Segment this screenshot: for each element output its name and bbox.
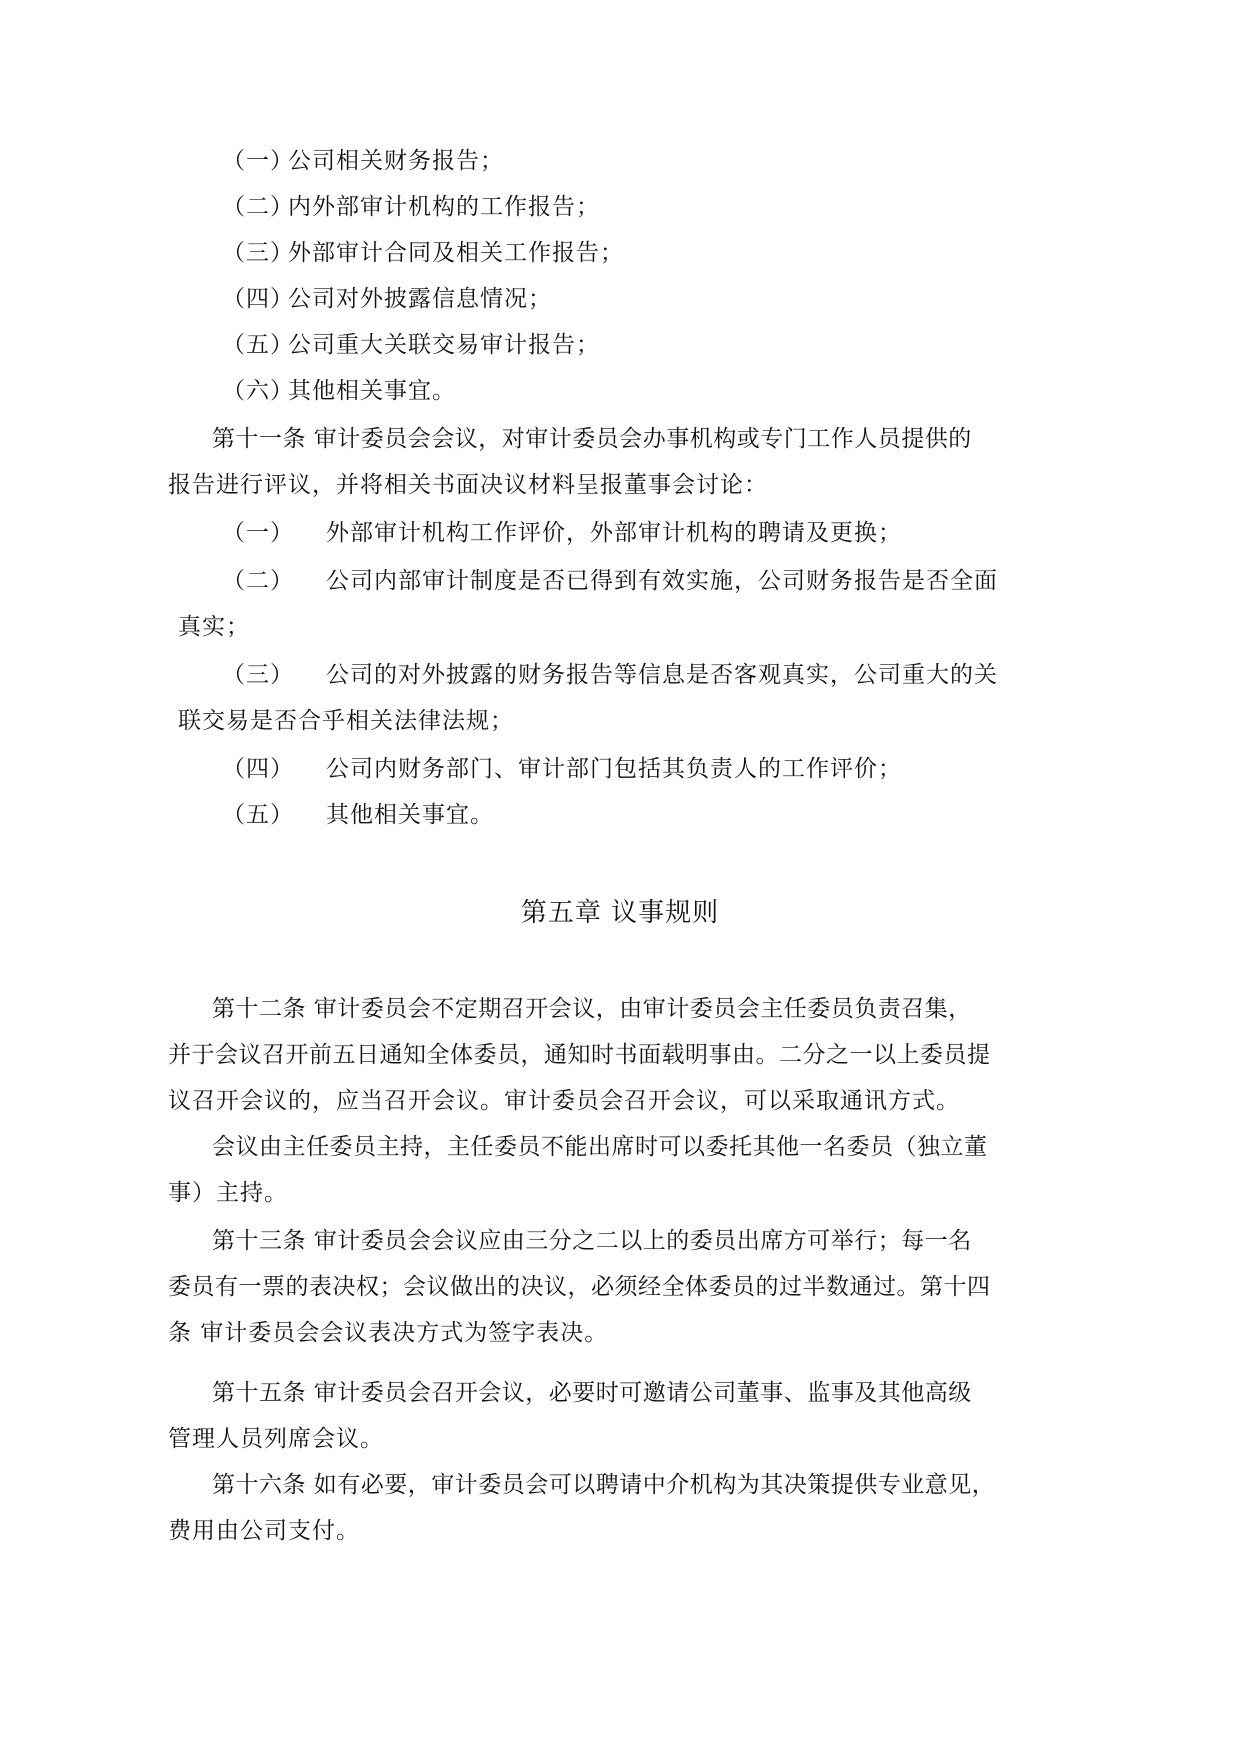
list-item	[222, 146, 504, 176]
list-item-text: 其他相关事宜。	[288, 378, 456, 404]
list-item-number: （一）	[222, 148, 294, 174]
list-item-text: 公司相关财务报告；	[288, 148, 504, 174]
list-item-text: 外部审计合同及相关工作报告；	[288, 240, 624, 266]
list-item-number: （二）	[222, 194, 294, 220]
article-13-line-3: 条 审计委员会会议表决方式为签字表决。	[168, 1320, 609, 1346]
list-item-number: （三）	[222, 240, 294, 266]
list-item	[222, 376, 456, 406]
list-item-text: 公司内财务部门、审计部门包括其负责人的工作评价；	[326, 756, 902, 782]
list-item-number: （四）	[222, 756, 294, 782]
list-item-number: （五）	[222, 802, 294, 828]
list-item-number: （二）	[222, 568, 294, 594]
list-item-text: 公司对外披露信息情况；	[288, 286, 552, 312]
list-item-text: 外部审计机构工作评价，外部审计机构的聘请及更换；	[326, 520, 902, 546]
list-item-number: （四）	[222, 286, 294, 312]
list-item	[222, 660, 998, 690]
article-12-para2-line-2: 事）主持。	[168, 1180, 288, 1206]
chapter-heading: 第五章 议事规则	[520, 898, 720, 928]
article-15-line-1: 第十五条 审计委员会召开会议，必要时可邀请公司董事、监事及其他高级	[212, 1380, 972, 1406]
article-13-line-2: 委员有一票的表决权；会议做出的决议，必须经全体委员的过半数通过。第十四	[168, 1274, 991, 1300]
list-item	[222, 284, 552, 314]
list-item-continuation: 联交易是否合乎相关法律法规；	[178, 708, 514, 734]
list-item-text: 其他相关事宜。	[326, 802, 494, 828]
article-15-line-2: 管理人员列席会议。	[168, 1426, 384, 1452]
list-item-number: （六）	[222, 378, 294, 404]
list-item-number: （五）	[222, 332, 294, 358]
article-12-line-1: 第十二条 审计委员会不定期召开会议，由审计委员会主任委员负责召集，	[212, 996, 972, 1022]
list-item-text: 公司重大关联交易审计报告；	[288, 332, 600, 358]
list-item-number: （三）	[222, 662, 294, 688]
article-16-line-2: 费用由公司支付。	[168, 1518, 360, 1544]
list-item	[222, 754, 902, 784]
list-item	[222, 566, 998, 596]
article-12-line-2: 并于会议召开前五日通知全体委员，通知时书面载明事由。二分之一以上委员提	[168, 1042, 991, 1068]
list-item-text: 公司的对外披露的财务报告等信息是否客观真实，公司重大的关	[326, 662, 998, 688]
article-12-line-3: 议召开会议的，应当召开会议。审计委员会召开会议，可以采取通讯方式。	[168, 1088, 960, 1114]
article-16-line-1: 第十六条 如有必要，审计委员会可以聘请中介机构为其决策提供专业意见，	[212, 1472, 996, 1498]
list-item-text: 公司内部审计制度是否已得到有效实施，公司财务报告是否全面	[326, 568, 998, 594]
list-item-number: （一）	[222, 520, 294, 546]
list-item	[222, 238, 624, 268]
list-item	[222, 800, 494, 830]
article-11-line-2: 报告进行评议，并将相关书面决议材料呈报董事会讨论：	[168, 472, 768, 498]
list-item-continuation: 真实；	[178, 614, 250, 640]
list-item	[222, 330, 600, 360]
list-item	[222, 192, 600, 222]
article-12-para2-line-1: 会议由主任委员主持，主任委员不能出席时可以委托其他一名委员（独立董	[212, 1134, 988, 1160]
list-item	[222, 518, 902, 548]
article-11-line-1: 第十一条 审计委员会会议，对审计委员会办事机构或专门工作人员提供的	[212, 426, 972, 452]
list-item-text: 内外部审计机构的工作报告；	[288, 194, 600, 220]
article-13-line-1: 第十三条 审计委员会会议应由三分之二以上的委员出席方可举行；每一名	[212, 1228, 972, 1254]
